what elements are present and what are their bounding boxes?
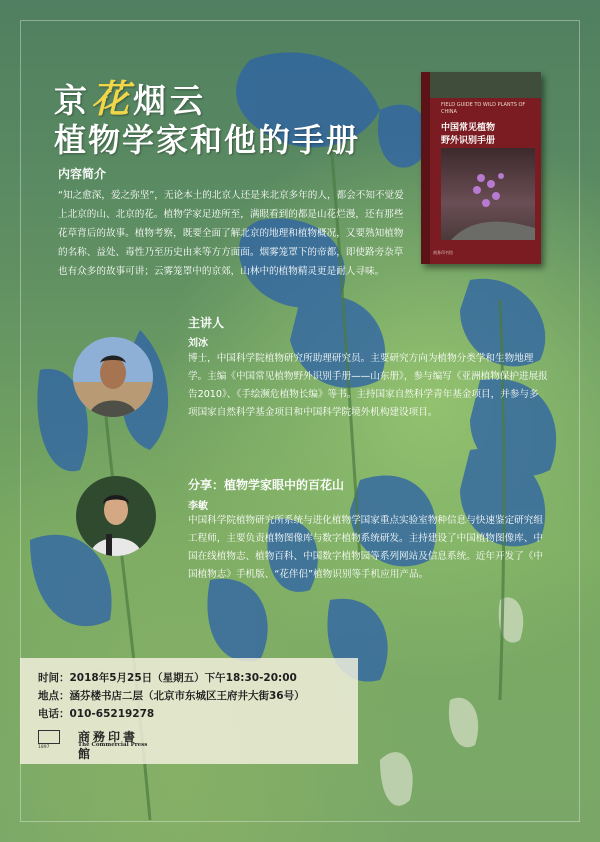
- book-spine: [421, 72, 430, 264]
- event-time: 时间：2018年5月25日（星期五）下午18:30-20:00: [38, 672, 297, 684]
- book-title-line-2: 野外识别手册: [441, 136, 496, 146]
- publisher-logo-chinese: 商務印書館: [78, 730, 139, 761]
- publisher-logo-icon: [38, 730, 60, 744]
- event-info-box: [20, 658, 358, 764]
- publisher-logo-english: The Commercial Press: [78, 742, 148, 748]
- publisher-logo-year: 1897: [38, 745, 50, 750]
- speaker-avatar: [73, 337, 153, 417]
- event-phone: 电话：010-65219278: [38, 708, 155, 720]
- book-cover-photo: [441, 148, 535, 240]
- book-flower-band: [430, 72, 541, 98]
- publisher-logo: [38, 728, 148, 761]
- speaker-bio: 博士，中国科学院植物研究所助理研究员。主要研究方向为植物分类学和生物地理学。主编《中国常见植物野外识别手册——山东册》，参与编写《亚洲植物保护进展报告2010》、《手绘濒危植物长编》等书。主持国家自然科学青年基金项目，并参与多项国家自然科学基金项目和中国科学院境外机构建设项目。: [188, 353, 548, 418]
- title-highlight: 花: [91, 77, 134, 121]
- title-part-1: 京: [54, 81, 91, 120]
- book-publisher: 商务印书馆: [433, 250, 453, 255]
- book-english-title: FIELD GUIDE TO WILD PLANTS OF CHINA: [441, 102, 526, 115]
- sharer-avatar: [76, 476, 156, 556]
- title-line-2: 植物学家和他的手册: [54, 121, 361, 159]
- share-heading: 分享：植物学家眼中的百花山: [188, 478, 345, 492]
- sharer-bio: 中国科学院植物研究所系统与进化植物学国家重点实验室物种信息与快速鉴定研究组工程师，主要负责植物图像库与数字植物系统研发。主持建设了中国植物图像库、中国在线植物志、植物百科、中国数字植物园等系列网站及信息系统。近年开发了《中国植物志》手机版、“花伴侣”植物识别等手机应用产品。: [188, 515, 543, 580]
- book-cover: [421, 72, 541, 264]
- book-title-line-1: 中国常见植物: [441, 123, 496, 133]
- speaker-name: 刘冰: [188, 338, 208, 349]
- speaker-heading: 主讲人: [188, 316, 225, 330]
- sharer-name: 李敏: [188, 501, 208, 512]
- title-part-2: 烟云: [133, 81, 208, 120]
- event-place: 地点：涵芬楼书店二层（北京市东城区王府井大街36号）: [38, 690, 305, 702]
- intro-text: “知之愈深，爱之弥坚”，无论本土的北京人还是来北京多年的人，都会不知不觉爱上北京的山、北京的花。植物学家足迹所至，满眼看到的都是山花烂漫，还有那些花草背后的故事。植物考察，既要全面了解北京的地理和植物概况，又要熟知植物的名称、益处、毒性乃至历史由来等方方面面。烟雾笼罩下的帝都，即使路旁杂草也有众多的故事可讲；云雾笼罩中的京郊，山林中的植物精灵更是耐人寻味。: [58, 190, 404, 277]
- intro-heading: 内容简介: [58, 167, 107, 181]
